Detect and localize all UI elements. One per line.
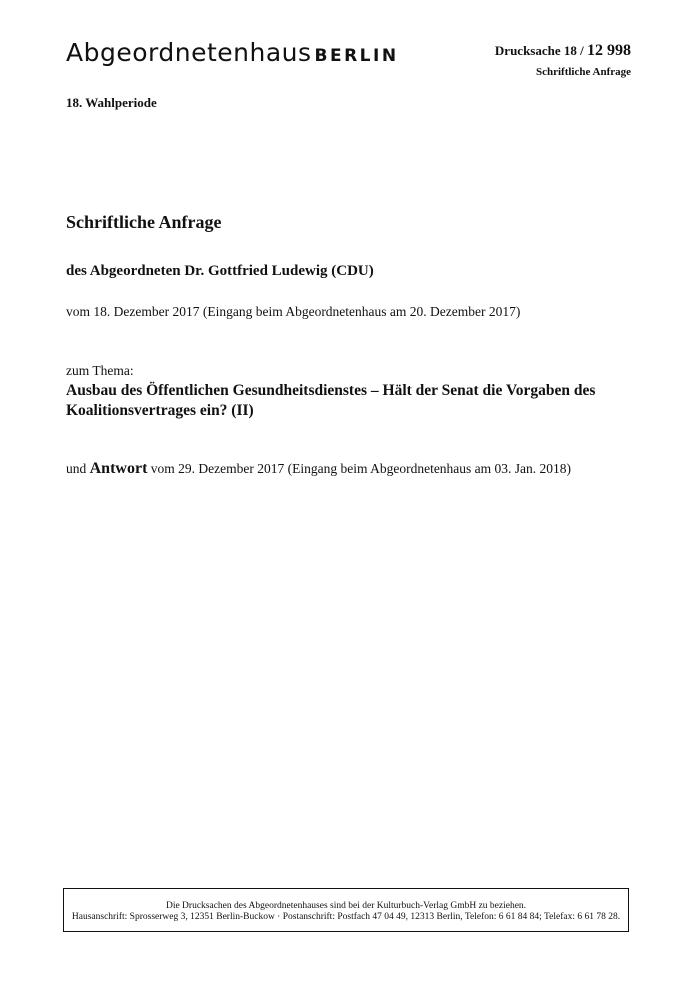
answer-word: Antwort [89, 460, 148, 477]
drucksache-number [495, 42, 631, 60]
logo-main-text: Abgeordnetenhaus [66, 38, 312, 67]
answer-prefix: und [66, 461, 87, 476]
footer-line-1: Die Drucksachen des Abgeordnetenhauses sind bei der Kulturbuch-Verlag GmbH zu beziehen. [165, 901, 527, 911]
answer-line [66, 460, 571, 478]
logo [66, 38, 399, 67]
drucksache-prefix: Drucksache 18 / [494, 43, 584, 58]
author-line: des Abgeordneten Dr. Gottfried Ludewig (CDU) [66, 263, 374, 279]
drucksache-value: 12 998 [587, 42, 631, 59]
answer-details: vom 29. Dezember 2017 (Eingang beim Abgeordnetenhaus am 03. Jan. 2018) [150, 461, 572, 476]
footer-box [63, 888, 629, 932]
date-line: vom 18. Dezember 2017 (Eingang beim Abgeordnetenhaus am 20. Dezember 2017) [66, 304, 521, 319]
logo-city-text: BERLIN [314, 46, 399, 66]
document-type: Schriftliche Anfrage [535, 66, 631, 78]
topic-title: Ausbau des Öffentlichen Gesundheitsdienstes – Hält der Senat die Vorgaben des Koalitionsvertrages ein? (II) [66, 382, 596, 419]
page-title: Schriftliche Anfrage [66, 212, 222, 232]
footer-line-2: Hausanschrift: Sprosserweg 3, 12351 Berlin-Buckow · Postanschrift: Postfach 47 04 49, 12313 Berlin, Telefon: 6 61 84 84; Telefax: 6 61 78 28. [71, 912, 621, 922]
wahlperiode: 18. Wahlperiode [66, 95, 157, 110]
topic-label: zum Thema: [66, 363, 134, 378]
